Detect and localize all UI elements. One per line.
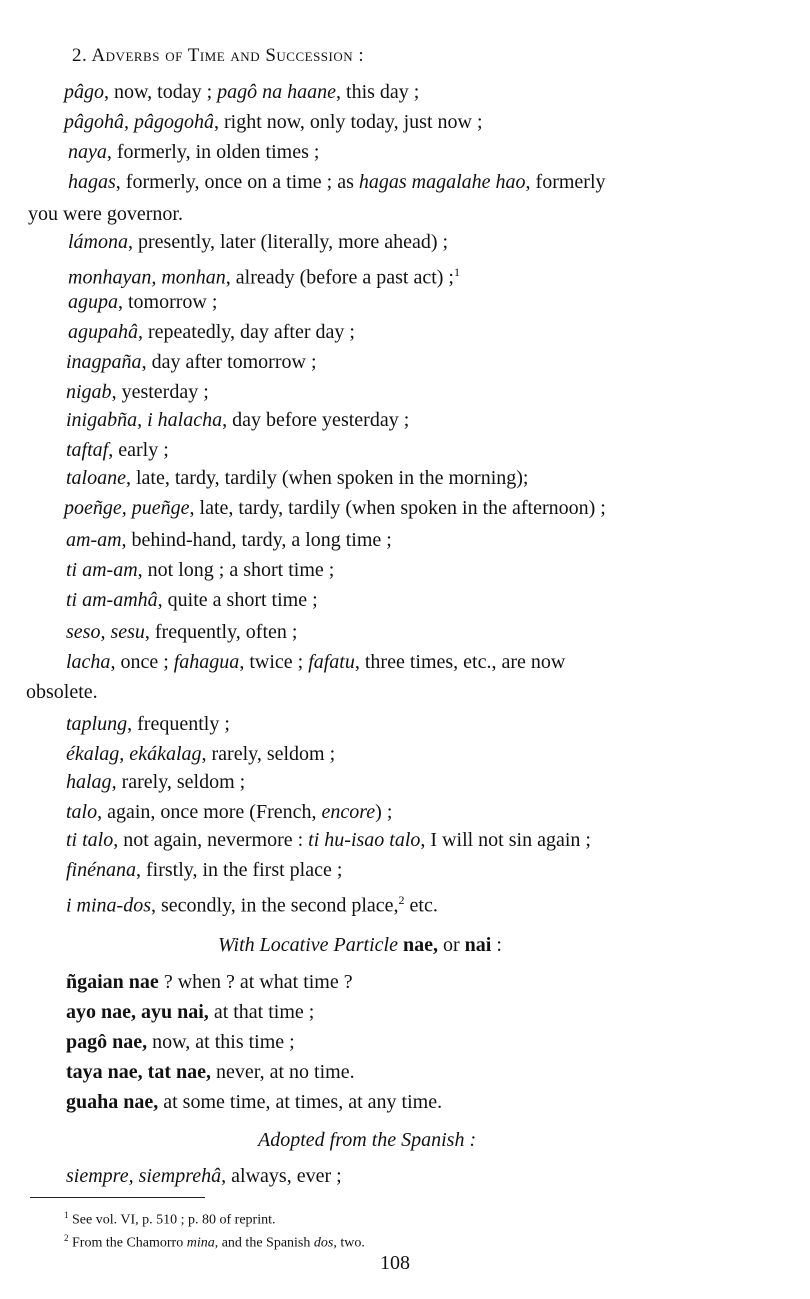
entry-gloss: , tomorrow ; <box>118 291 218 313</box>
entry-gloss: , late, tardy, tardily (when spoken in the afternoon) ; <box>189 497 606 519</box>
entry-term: inigabña, i halacha <box>66 409 223 431</box>
entry-term: ti am-amhâ <box>66 589 158 611</box>
entry-line <box>68 140 319 164</box>
entry-term: pâgo <box>64 81 104 103</box>
locative-subheading <box>218 933 502 957</box>
locative-term: guaha nae, <box>66 1091 159 1113</box>
locative-term: taya nae, tat nae, <box>66 1061 211 1083</box>
entry-term: pagô na haane <box>217 81 337 103</box>
entry-line <box>66 712 230 736</box>
footnote-divider <box>30 1197 205 1198</box>
entry-line <box>68 290 217 314</box>
entry-line <box>66 466 529 490</box>
entry-gloss: ) ; <box>375 801 393 823</box>
locative-entry <box>66 1030 295 1054</box>
entry-line <box>66 438 169 462</box>
entry-line <box>68 170 606 194</box>
entry-gloss: , firstly, in the first place ; <box>136 859 343 881</box>
entry-line <box>66 888 438 918</box>
entry-term: monhayan, monhan <box>68 266 226 289</box>
footnote-2-dos: dos <box>313 1235 334 1251</box>
locative-entry <box>66 1090 442 1114</box>
spanish-subheading: Adopted from the Spanish : <box>258 1129 477 1151</box>
entry-term: ti am-am <box>66 559 138 581</box>
entry-gloss: you were governor. <box>28 203 183 225</box>
entry-line <box>66 588 318 612</box>
footnote-ref: 1 <box>453 265 460 279</box>
footnote-1-mark: 1 <box>64 1210 69 1220</box>
locative-entry <box>66 1060 355 1084</box>
entry-gloss: , rarely, seldom ; <box>111 771 246 793</box>
entry-line <box>64 80 419 104</box>
entry-term: am-am <box>66 529 122 551</box>
entry-term: naya <box>68 141 107 163</box>
entry-term: fahagua <box>173 651 240 673</box>
locative-gloss: at some time, at times, at any time. <box>158 1091 443 1113</box>
locative-gloss: at that time ; <box>208 1001 315 1023</box>
entry-line <box>66 528 392 552</box>
entry-gloss: obsolete. <box>26 681 98 703</box>
entry-line <box>66 770 245 794</box>
entry-gloss: , not long ; a short time ; <box>137 559 335 581</box>
entry-gloss: , quite a short time ; <box>157 589 318 611</box>
entry-gloss: , frequently ; <box>127 713 230 735</box>
entry-line <box>66 620 297 644</box>
entry-term: agupahâ <box>68 321 138 343</box>
entry-line <box>28 202 183 226</box>
entry-term: talo <box>66 801 98 823</box>
entry-term: lámona <box>68 231 128 253</box>
entry-term: taftaf <box>66 439 109 461</box>
entry-gloss: , early ; <box>108 439 169 461</box>
footnote-1 <box>64 1206 276 1230</box>
spanish-gloss: , always, ever ; <box>221 1165 342 1187</box>
entry-gloss: , once ; <box>110 651 174 673</box>
footnote-2-text3: , two. <box>333 1235 365 1251</box>
entry-gloss: , right now, only today, just now ; <box>214 111 483 133</box>
footnote-2-text2: , and the Spanish <box>214 1235 314 1251</box>
entry-term: seso, sesu <box>66 621 145 643</box>
entry-term: ti hu-isao talo <box>308 829 421 851</box>
entry-gloss: , formerly, in olden times ; <box>106 141 320 163</box>
entry-gloss: , behind-hand, tardy, a long time ; <box>121 529 392 551</box>
footnote-ref: 2 <box>398 893 405 907</box>
entry-term: taloane <box>66 467 126 489</box>
spanish-term: siempre, siemprehâ <box>66 1165 222 1187</box>
entry-gloss: , already (before a past act) ; <box>225 266 454 289</box>
entry-line <box>26 680 98 704</box>
entry-gloss: , formerly <box>525 171 606 193</box>
entry-term: ékalag, ekákalag <box>66 743 202 765</box>
entry-line <box>66 350 317 374</box>
entry-line <box>66 800 392 824</box>
entry-gloss: , three times, etc., are now <box>354 651 566 673</box>
locative-entry <box>66 970 353 994</box>
entry-line <box>68 320 355 344</box>
subheading-bold-nae: nae, <box>402 934 438 956</box>
entry-gloss: , formerly, once on a time ; as <box>115 171 359 193</box>
section-heading: 2. Adverbs of Time and Succession : <box>72 45 365 66</box>
entry-gloss: , rarely, seldom ; <box>201 743 336 765</box>
entry-term: poeñge, pueñge <box>64 497 190 519</box>
entry-line <box>64 496 606 520</box>
footnote-2-mina: mina <box>186 1235 215 1251</box>
entry-line <box>66 380 209 404</box>
entry-term: halag <box>66 771 112 793</box>
footnote-2 <box>64 1229 365 1253</box>
entry-gloss: , secondly, in the second place, <box>151 894 399 917</box>
locative-term: ayo nae, ayu nai, <box>66 1001 209 1023</box>
entry-line <box>68 260 460 290</box>
entry-line <box>66 558 334 582</box>
entry-gloss: , again, once more (French, <box>97 801 322 823</box>
entry-gloss: , frequently, often ; <box>144 621 298 643</box>
subheading-colon: : <box>491 934 502 956</box>
entry-line <box>66 858 342 882</box>
entry-term: encore <box>321 801 376 823</box>
entry-term: i mina-dos <box>66 894 151 917</box>
subheading-or: or <box>437 934 465 956</box>
entry-term: hagas magalahe hao <box>358 171 526 193</box>
spanish-entry <box>66 1164 342 1188</box>
entry-term: nigab <box>66 381 112 403</box>
entry-gloss: , this day ; <box>336 81 420 103</box>
entry-gloss: , day after tomorrow ; <box>141 351 317 373</box>
subheading-italic: With Locative Particle <box>218 934 403 956</box>
entry-term: lacha <box>66 651 111 673</box>
entry-term: finénana <box>66 859 136 881</box>
entry-term: agupa <box>68 291 118 313</box>
entry-term: inagpaña <box>66 351 142 373</box>
entry-term: taplung <box>66 713 128 735</box>
entry-gloss: , day before yesterday ; <box>222 409 410 431</box>
entry-gloss: , now, today ; <box>104 81 218 103</box>
entry-term: hagas <box>68 171 116 193</box>
entry-gloss: etc. <box>404 894 438 917</box>
locative-gloss: now, at this time ; <box>147 1031 295 1053</box>
footnote-2-text: From the Chamorro <box>72 1235 187 1251</box>
locative-term: pagô nae, <box>66 1031 148 1053</box>
entry-gloss: , presently, later (literally, more ahead) ; <box>128 231 449 253</box>
locative-entry <box>66 1000 314 1024</box>
entry-term: fafatu <box>308 651 355 673</box>
locative-gloss: ? when ? at what time ? <box>158 971 353 993</box>
locative-gloss: never, at no time. <box>210 1061 355 1083</box>
entry-line <box>66 828 591 852</box>
subheading-bold-nai: nai <box>464 934 492 956</box>
entry-term: pâgohâ, pâgogohâ <box>64 111 214 133</box>
entry-gloss: , I will not sin again ; <box>420 829 591 851</box>
entry-line <box>66 650 565 674</box>
locative-term: ñgaian nae <box>66 971 159 993</box>
entry-gloss: , repeatedly, day after day ; <box>138 321 355 343</box>
page-number: 108 <box>380 1252 410 1274</box>
entry-term: ti talo <box>66 829 114 851</box>
entry-gloss: , late, tardy, tardily (when spoken in the morning); <box>126 467 529 489</box>
entry-gloss: , not again, nevermore : <box>113 829 309 851</box>
entry-line <box>66 408 409 432</box>
entry-line <box>64 110 483 134</box>
entry-line <box>68 230 448 254</box>
footnote-2-mark: 2 <box>64 1233 69 1243</box>
footnote-1-text: See vol. VI, p. 510 ; p. 80 of reprint. <box>72 1212 276 1228</box>
entry-gloss: , yesterday ; <box>111 381 209 403</box>
entry-gloss: , twice ; <box>239 651 309 673</box>
entry-line <box>66 742 335 766</box>
